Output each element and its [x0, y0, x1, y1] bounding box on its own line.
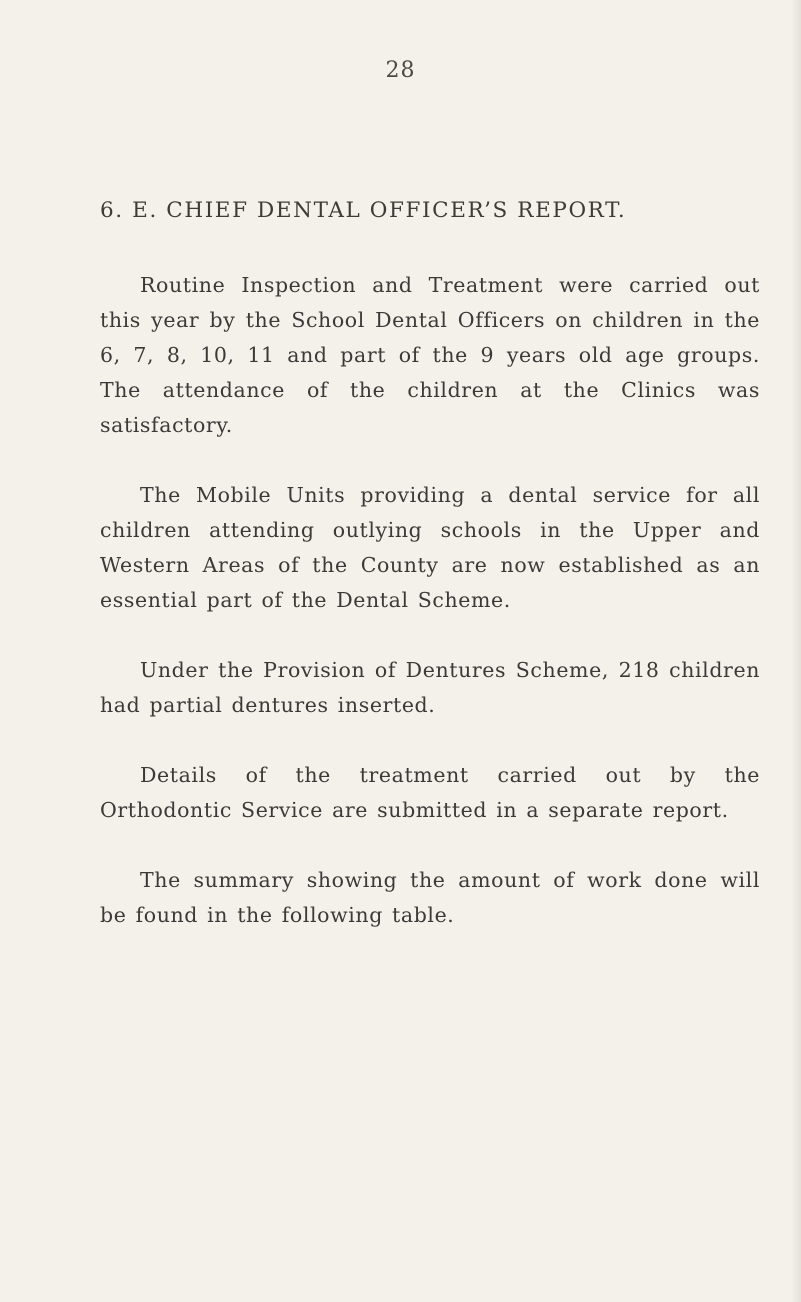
section-heading: 6. E. CHIEF DENTAL OFFICER’S REPORT.	[100, 198, 627, 223]
paragraph-summary-table: The summary showing the amount of work done will be found in the following table.	[100, 868, 760, 927]
page-number: 28	[385, 58, 416, 83]
page-edge-shadow	[791, 0, 801, 1302]
paragraph-mobile-units: The Mobile Units providing a dental service for all children attending outlying schools in the Upper and Western Areas of the County are now established as an essential part of the Dental Scheme.	[100, 483, 760, 612]
paragraph-routine-inspection: Routine Inspection and Treatment were carried out this year by the School Dental Officers on children in the 6, 7, 8, 10, 11 and part of the 9 years old age groups. The attendance of the children at the Clinics was satisfactory.	[100, 273, 760, 437]
report-body	[100, 268, 760, 968]
paragraph-dentures-scheme: Under the Provision of Dentures Scheme, 218 children had partial dentures inserted.	[100, 658, 760, 717]
paragraph-orthodontic-service: Details of the treatment carried out by the Orthodontic Service are submitted in a separate report.	[100, 763, 760, 822]
